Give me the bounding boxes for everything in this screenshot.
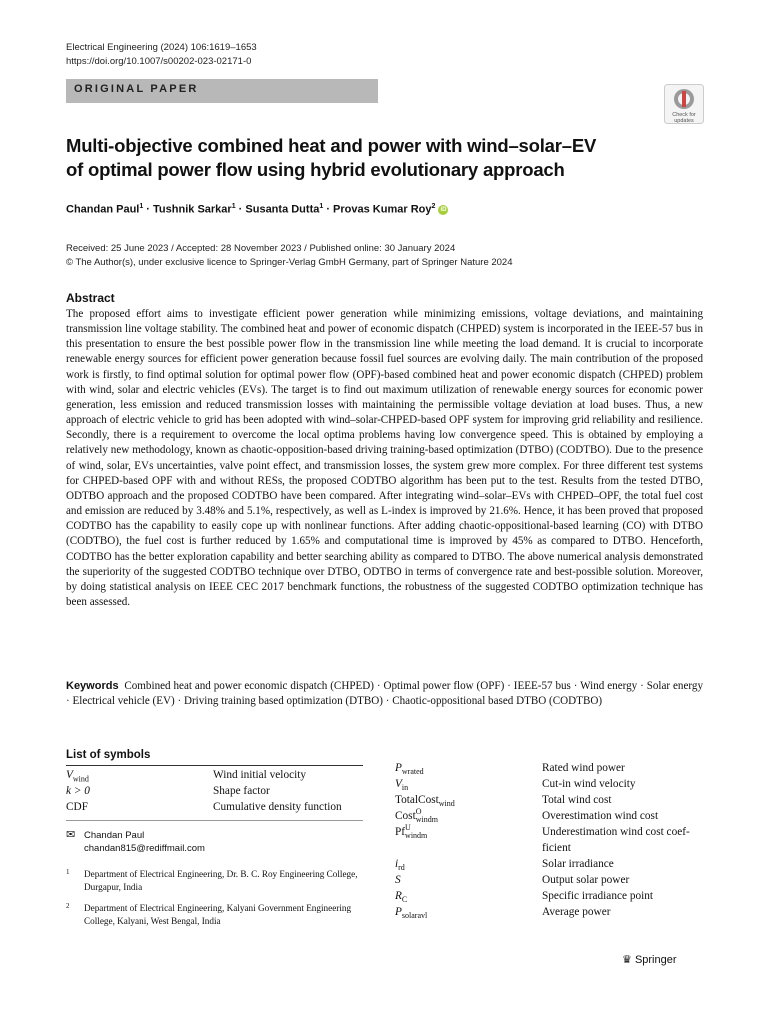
symbol-desc: Average power: [542, 906, 611, 918]
author-list: [66, 203, 448, 216]
keywords-text: Combined heat and power economic dispatch (CHPED) · Optimal power flow (OPF) · IEEE-57 bus · Wind energy · Solar energy · Electrical vehicle (EV) · Driving training based optimization (DTBO) · Chaotic-oppositional based DTBO (CODTBO): [66, 680, 703, 708]
symbol-desc: Solar irradiance: [542, 858, 614, 870]
copyright-line: © The Author(s), under exclusive licence to Springer-Verlag GmbH Germany, part of Springer Nature 2024: [66, 257, 513, 268]
symbol-term: Pf U windm: [395, 823, 428, 841]
publisher-name: Springer: [634, 954, 677, 966]
doi-link[interactable]: https://doi.org/10.1007/s00202-023-02171-0: [66, 56, 252, 67]
symbol-desc: Rated wind power: [542, 762, 625, 774]
author-affiliation-sup: 1: [231, 203, 236, 210]
symbol-term: TotalCost wind: [395, 794, 455, 809]
symbol-desc: Overestimation wind cost: [542, 810, 659, 822]
affiliation-number: 1: [66, 868, 70, 876]
crossmark-text-2: updates: [674, 118, 694, 124]
author-affiliation-sup: 1: [139, 203, 144, 210]
author-separator: ·: [235, 203, 246, 216]
author-affiliation-sup: 2: [431, 203, 436, 210]
symbols-heading: List of symbols: [66, 749, 151, 761]
symbols-divider: [66, 765, 363, 766]
journal-citation: Electrical Engineering (2024) 106:1619–1653: [66, 42, 257, 53]
author-name[interactable]: Susanta Dutta: [245, 203, 320, 216]
symbol-term: P solaravl: [395, 906, 428, 921]
corresponding-email[interactable]: chandan815@rediffmail.com: [84, 843, 205, 854]
symbol-term: CDF: [66, 801, 88, 813]
article-type-banner: [66, 79, 378, 103]
author-name[interactable]: Chandan Paul: [66, 203, 140, 216]
symbol-desc: Cut-in wind velocity: [542, 778, 636, 790]
affiliation-text: Department of Electrical Engineering, Kalyani Government Engineering College, Kalyani, West Bengal, India: [84, 903, 352, 926]
symbol-desc: Total wind cost: [542, 794, 612, 806]
orcid-icon[interactable]: iD: [440, 206, 447, 213]
symbol-term: Cost O windm: [395, 807, 438, 825]
author-separator: ·: [143, 203, 154, 216]
symbol-desc: Cumulative density function: [213, 801, 342, 813]
envelope-icon: ✉: [66, 829, 76, 841]
title-line-1: Multi-objective combined heat and power with wind–solar–EV: [66, 135, 597, 156]
symbol-term: R C: [395, 890, 408, 905]
publisher-footer: [622, 953, 677, 966]
abstract-heading: Abstract: [66, 291, 115, 305]
author-affiliation-sup: 1: [319, 203, 324, 210]
author-name[interactable]: Tushnik Sarkar: [153, 203, 232, 216]
symbol-desc: Specific irradiance point: [542, 890, 654, 902]
symbol-desc: Underestimation wind cost coef-: [542, 826, 690, 838]
author-name[interactable]: Provas Kumar Roy: [333, 203, 432, 216]
title-line-2: of optimal power flow using hybrid evolutionary approach: [66, 159, 565, 180]
symbol-term: V in: [395, 778, 409, 793]
paper-title: [66, 134, 626, 182]
affiliation-text: Department of Electrical Engineering, Dr. B. C. Roy Engineering College, Durgapur, India: [84, 869, 358, 892]
symbol-term: S: [395, 874, 401, 886]
article-type-label: ORIGINAL PAPER: [74, 83, 199, 95]
crossmark-icon: [664, 84, 704, 124]
abstract-text: The proposed effort aims to investigate efficient power generation while minimizing emissions, voltage deviations, and maintaining transmission line voltage stability. The combined heat and power of economic dispatch (CHPED) system is incorporated in the IEEE-57 bus in this presentation to ensure the best possible power flow in the transmission line while meeting the load demand. It is crucial to incorporate renewable energy sources for efficient power generation because fossil fuel sources are evolving daily. The main contribution of the proposed work is firstly, to find optimal solution for optimal power flow (OPF)-based combined heat and power economic dispatch (CHPED) problem with wind, solar and electric vehicles (EVs). The target is to find out maximum utilization of renewable energy sources for economic power generation, less emission and reduced transmission losses with maintaining the permissible voltage deviation at load buses. Thus, a new approach of electric vehicle to grid has been adopted with wind–solar-CHPED-based OPF system for improving grid reliability and resilience. Secondly, there is a requirement to overcome the local optima problems having low convergence speed. This is obtained by employing a relatively new methodology, known as chaotic-opposition-based driving training-based optimization (DTBO) (CODTBO). Due to the presence of wind, solar, EVs uncertainties, valve point effect, and transmission losses, the system grew more complex. For three different test systems for CHPED-based OPF with and without RESs, the proposed CODTBO algorithm has been put to the test. Results from the tested DTBO, ODTBO approach and the proposed CODTBO have been compared. After integrating wind–solar–EVs with CHPED–OPF, the total fuel cost and emission are reduced by 3.48% and 5.1%, respectively, as well as L-index is improved by 21.6%. Hence, it has been proved that proposed CODTBO has the capability to easily cope up with nonlinear functions. After adding chaotic-oppositional-based learning (CO) with DTBO (CODTBO), the fuel cost is further reduced by 1.65% and computational time is improved by 45% as compared to DTBO. Henceforth, CODTBO has the better exploration capability and better searching ability as compared to DTBO. The above numerical analysis demonstrated the superiority of the suggested CODTBO technique over DTBO, ODTBO in terms of convergence rate and best-possible solution. Moreover, by doing statistical analysis on IEEE CEC 2017 benchmark functions, the robustness of the suggested CODTBO optimization technique has been assessed.: [66, 308, 703, 608]
publication-history: [66, 242, 513, 270]
keywords-label: Keywords: [66, 680, 119, 692]
corresponding-author: Chandan Paul: [84, 830, 145, 841]
footnote-divider: [66, 820, 363, 821]
symbol-term: i rd: [395, 858, 405, 873]
keywords-block: [66, 679, 703, 709]
symbol-desc: Wind initial velocity: [213, 769, 307, 781]
symbol-desc: ficient: [542, 842, 571, 854]
dates-line: Received: 25 June 2023 / Accepted: 28 November 2023 / Published online: 30 January 2024: [66, 243, 456, 254]
symbol-desc: Output solar power: [542, 874, 630, 886]
springer-logo-icon: ♛: [622, 954, 632, 966]
journal-header: [66, 41, 257, 69]
symbol-desc: Shape factor: [213, 785, 270, 797]
author-separator: ·: [323, 203, 334, 216]
crossmark-text-1: Check for: [672, 112, 696, 118]
affiliation-number: 2: [66, 902, 70, 910]
symbol-term: $V_{wind}$: [66, 769, 89, 784]
symbol-term: k > 0: [66, 785, 90, 797]
check-for-updates-badge[interactable]: [664, 84, 704, 124]
symbol-term: P wrated: [395, 762, 424, 777]
